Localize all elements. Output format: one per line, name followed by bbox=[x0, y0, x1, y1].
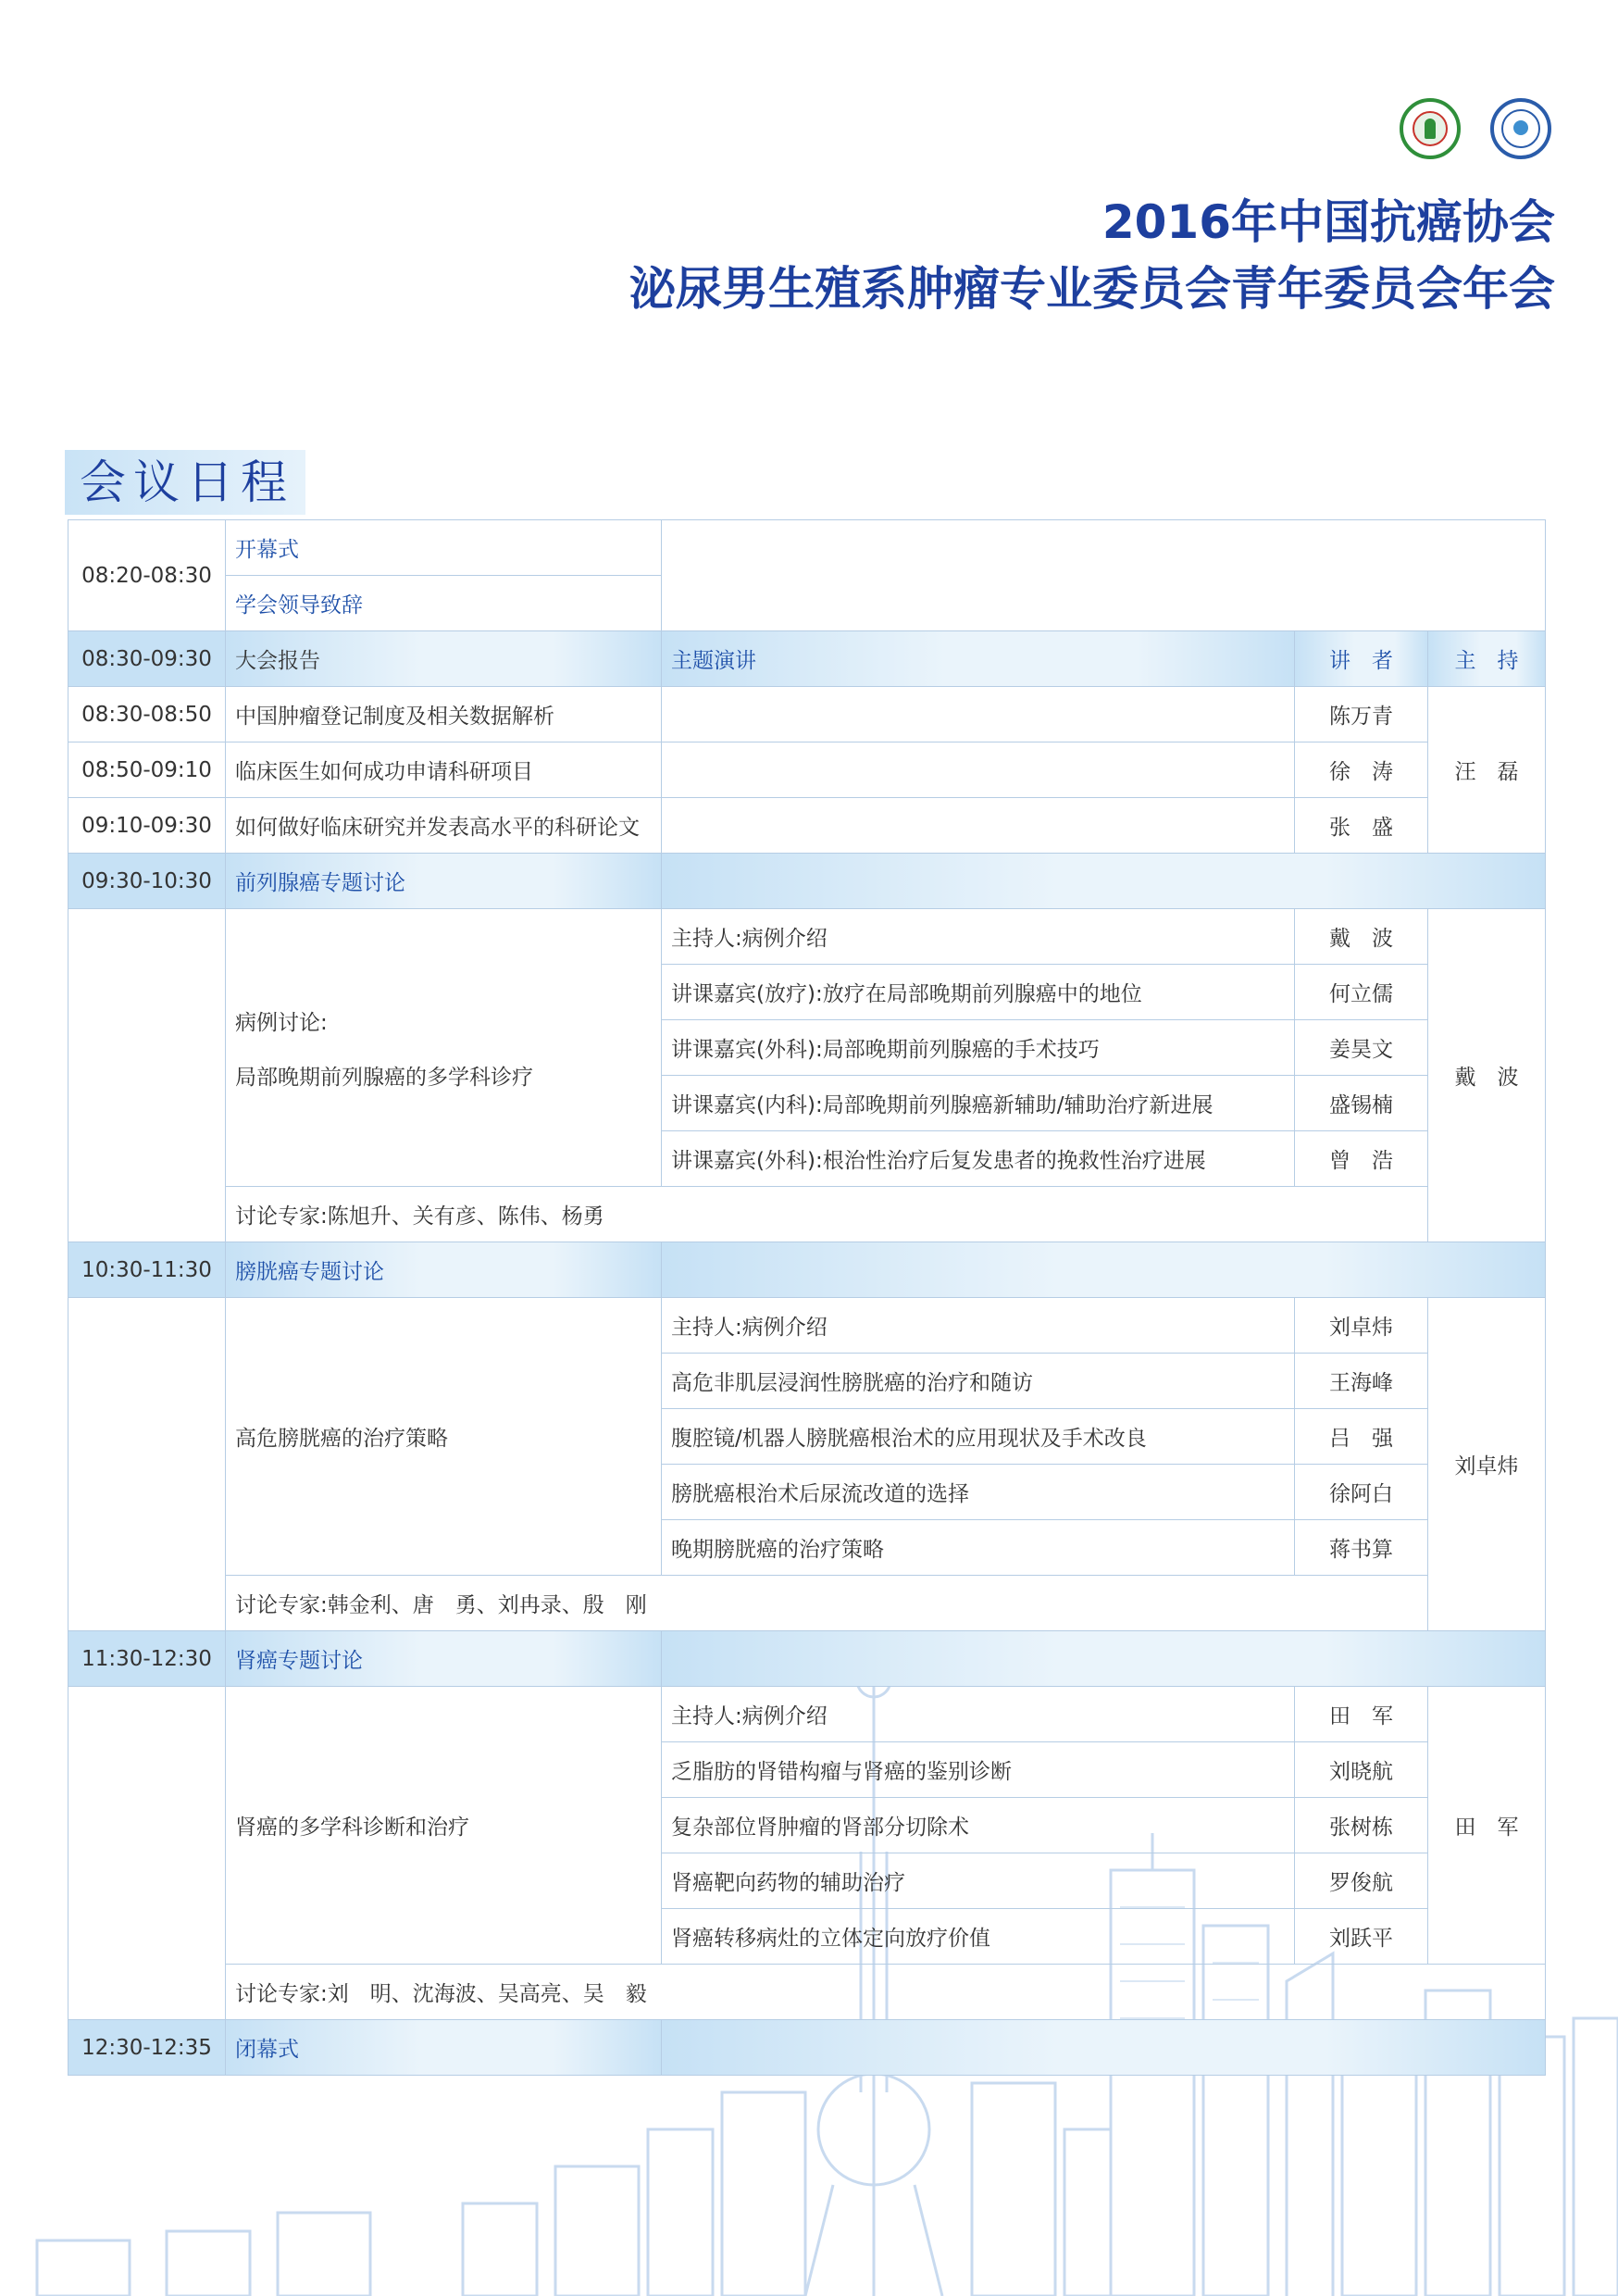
society-seal-icon bbox=[1400, 98, 1461, 159]
talk-title: 肾癌转移病灶的立体定向放疗价值 bbox=[662, 1909, 1295, 1965]
talk-title: 讲课嘉宾(外科):局部晚期前列腺癌的手术技巧 bbox=[662, 1020, 1295, 1076]
host-name: 田 军 bbox=[1428, 1687, 1546, 1965]
time-cell: 12:30-12:35 bbox=[68, 2020, 226, 2076]
case-line: 病例讨论: bbox=[235, 1010, 328, 1035]
talk-title: 讲课嘉宾(放疗):放疗在局部晚期前列腺癌中的地位 bbox=[662, 965, 1295, 1020]
empty-cell bbox=[662, 742, 1295, 798]
time-cell: 08:30-09:30 bbox=[68, 631, 226, 687]
discussion-experts: 讨论专家:刘 明、沈海波、吴高亮、吴 毅 bbox=[226, 1965, 1546, 2020]
time-cell: 10:30-11:30 bbox=[68, 1242, 226, 1298]
time-cell: 08:30-08:50 bbox=[68, 687, 226, 742]
empty-cell bbox=[662, 1631, 1546, 1687]
speaker-name: 张 盛 bbox=[1295, 798, 1428, 854]
talk-title: 如何做好临床研究并发表高水平的科研论文 bbox=[226, 798, 662, 854]
speaker-name: 蒋书算 bbox=[1295, 1520, 1428, 1576]
table-row bbox=[68, 520, 1546, 576]
empty-cell bbox=[662, 854, 1546, 909]
speaker-name: 罗俊航 bbox=[1295, 1853, 1428, 1909]
empty-cell bbox=[662, 687, 1295, 742]
opening-item: 开幕式 bbox=[226, 520, 662, 576]
speaker-name: 盛锡楠 bbox=[1295, 1076, 1428, 1131]
talk-title: 肾癌靶向药物的辅助治疗 bbox=[662, 1853, 1295, 1909]
talk-title: 乏脂肪的肾错构瘤与肾癌的鉴别诊断 bbox=[662, 1742, 1295, 1798]
discussion-experts: 讨论专家:韩金利、唐 勇、刘冉录、殷 刚 bbox=[226, 1576, 1428, 1631]
discussion-experts: 讨论专家:陈旭升、关有彦、陈伟、杨勇 bbox=[226, 1187, 1428, 1242]
case-line: 局部晚期前列腺癌的多学科诊疗 bbox=[235, 1065, 533, 1090]
table-row bbox=[68, 2020, 1546, 2076]
session-label: 前列腺癌专题讨论 bbox=[226, 854, 662, 909]
case-cell bbox=[226, 909, 662, 1187]
page-title-line2: 泌尿男生殖系肿瘤专业委员会青年委员会年会 bbox=[629, 262, 1555, 316]
case-cell: 肾癌的多学科诊断和治疗 bbox=[226, 1687, 662, 1965]
table-row bbox=[68, 1687, 1546, 1742]
agenda-table bbox=[68, 519, 1546, 2076]
column-header-speaker: 讲 者 bbox=[1295, 631, 1428, 687]
speaker-name: 王海峰 bbox=[1295, 1354, 1428, 1409]
speaker-name: 曾 浩 bbox=[1295, 1131, 1428, 1187]
session-label: 闭幕式 bbox=[226, 2020, 662, 2076]
empty-cell bbox=[662, 2020, 1546, 2076]
table-row bbox=[68, 798, 1546, 854]
speaker-name: 陈万青 bbox=[1295, 687, 1428, 742]
talk-title: 腹腔镜/机器人膀胱癌根治术的应用现状及手术改良 bbox=[662, 1409, 1295, 1465]
time-cell: 08:50-09:10 bbox=[68, 742, 226, 798]
table-row bbox=[68, 1631, 1546, 1687]
speaker-name: 徐阿白 bbox=[1295, 1465, 1428, 1520]
table-row bbox=[68, 1576, 1546, 1631]
session-label: 膀胱癌专题讨论 bbox=[226, 1242, 662, 1298]
empty-time-cell bbox=[68, 1687, 226, 2020]
speaker-name: 何立儒 bbox=[1295, 965, 1428, 1020]
time-cell: 09:30-10:30 bbox=[68, 854, 226, 909]
table-row bbox=[68, 631, 1546, 687]
talk-title: 讲课嘉宾(外科):根治性治疗后复发患者的挽救性治疗进展 bbox=[662, 1131, 1295, 1187]
committee-seal-icon bbox=[1490, 98, 1551, 159]
talk-title: 膀胱癌根治术后尿流改道的选择 bbox=[662, 1465, 1295, 1520]
speaker-name: 张树栋 bbox=[1295, 1798, 1428, 1853]
table-row bbox=[68, 687, 1546, 742]
empty-time-cell bbox=[68, 1298, 226, 1631]
empty-time-cell bbox=[68, 909, 226, 1242]
table-row bbox=[68, 1242, 1546, 1298]
opening-item: 学会领导致辞 bbox=[226, 576, 662, 631]
page-title-line1: 2016年中国抗癌协会 bbox=[1101, 195, 1555, 249]
column-header-topic: 主题演讲 bbox=[662, 631, 1295, 687]
talk-title: 临床医生如何成功申请科研项目 bbox=[226, 742, 662, 798]
table-row bbox=[68, 1965, 1546, 2020]
table-row bbox=[68, 1298, 1546, 1354]
talk-title: 高危非肌层浸润性膀胱癌的治疗和随访 bbox=[662, 1354, 1295, 1409]
host-name: 汪 磊 bbox=[1428, 687, 1546, 854]
case-cell: 高危膀胱癌的治疗策略 bbox=[226, 1298, 662, 1576]
speaker-name: 田 军 bbox=[1295, 1687, 1428, 1742]
talk-title: 中国肿瘤登记制度及相关数据解析 bbox=[226, 687, 662, 742]
host-name: 刘卓炜 bbox=[1428, 1298, 1546, 1631]
empty-cell bbox=[662, 798, 1295, 854]
table-row bbox=[68, 854, 1546, 909]
session-label: 肾癌专题讨论 bbox=[226, 1631, 662, 1687]
talk-title: 讲课嘉宾(内科):局部晚期前列腺癌新辅助/辅助治疗新进展 bbox=[662, 1076, 1295, 1131]
talk-title: 主持人:病例介绍 bbox=[662, 909, 1295, 965]
table-row bbox=[68, 1187, 1546, 1242]
speaker-name: 刘晓航 bbox=[1295, 1742, 1428, 1798]
section-title: 会议日程 bbox=[65, 450, 305, 515]
session-label: 大会报告 bbox=[226, 631, 662, 687]
time-cell: 09:10-09:30 bbox=[68, 798, 226, 854]
speaker-name: 刘跃平 bbox=[1295, 1909, 1428, 1965]
speaker-name: 戴 波 bbox=[1295, 909, 1428, 965]
speaker-name: 姜昊文 bbox=[1295, 1020, 1428, 1076]
empty-cell bbox=[662, 1242, 1546, 1298]
talk-title: 晚期膀胱癌的治疗策略 bbox=[662, 1520, 1295, 1576]
time-cell: 11:30-12:30 bbox=[68, 1631, 226, 1687]
talk-title: 主持人:病例介绍 bbox=[662, 1687, 1295, 1742]
speaker-name: 吕 强 bbox=[1295, 1409, 1428, 1465]
host-name: 戴 波 bbox=[1428, 909, 1546, 1242]
speaker-name: 刘卓炜 bbox=[1295, 1298, 1428, 1354]
table-row bbox=[68, 742, 1546, 798]
time-cell: 08:20-08:30 bbox=[68, 520, 226, 631]
column-header-host: 主 持 bbox=[1428, 631, 1546, 687]
empty-cell bbox=[662, 520, 1546, 631]
table-row bbox=[68, 909, 1546, 965]
talk-title: 主持人:病例介绍 bbox=[662, 1298, 1295, 1354]
talk-title: 复杂部位肾肿瘤的肾部分切除术 bbox=[662, 1798, 1295, 1853]
speaker-name: 徐 涛 bbox=[1295, 742, 1428, 798]
